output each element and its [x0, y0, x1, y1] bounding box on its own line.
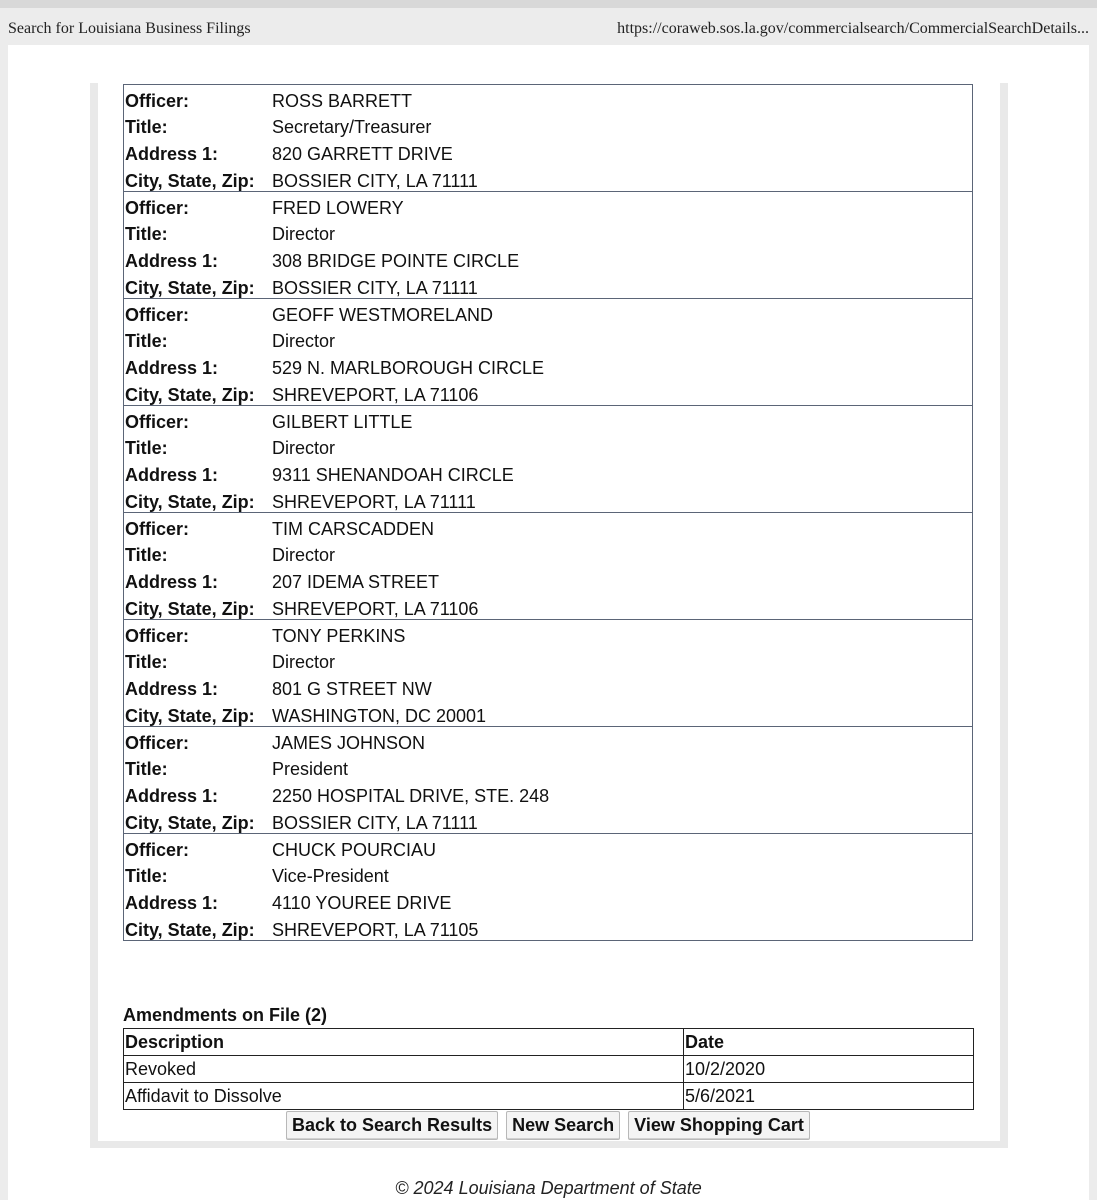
officer-block	[123, 299, 973, 406]
officer-label: Officer:	[125, 625, 190, 646]
print-header	[0, 8, 1097, 48]
officer-address: 4110 YOUREE DRIVE	[272, 892, 452, 913]
officer-block	[123, 406, 973, 513]
officer-name: FRED LOWERY	[272, 197, 404, 218]
officer-address: 308 BRIDGE POINTE CIRCLE	[272, 250, 520, 271]
officer-title: Director	[272, 224, 336, 245]
officer-block	[123, 727, 973, 834]
address-label: Address 1:	[125, 892, 219, 913]
table-row	[124, 1056, 974, 1083]
city-label: City, State, Zip:	[125, 491, 255, 512]
title-label: Title:	[125, 866, 168, 887]
amendment-date: 10/2/2020	[684, 1056, 974, 1083]
officer-title: Director	[272, 331, 336, 352]
officer-label: Officer:	[125, 90, 190, 111]
officer-city: SHREVEPORT, LA 71106	[272, 598, 479, 619]
date-header: Date	[684, 1029, 974, 1056]
officer-label: Officer:	[125, 197, 190, 218]
officer-address: 820 GARRETT DRIVE	[272, 143, 453, 164]
officer-city: BOSSIER CITY, LA 71111	[272, 170, 478, 191]
city-label: City, State, Zip:	[125, 384, 255, 405]
table-row	[124, 1083, 974, 1110]
address-label: Address 1:	[125, 785, 219, 806]
officer-address: 207 IDEMA STREET	[272, 571, 440, 592]
address-label: Address 1:	[125, 143, 219, 164]
back-to-search-results-button[interactable]: Back to Search Results	[286, 1111, 498, 1140]
city-label: City, State, Zip:	[125, 705, 255, 726]
officer-name: ROSS BARRETT	[272, 90, 413, 111]
officer-title: President	[272, 759, 349, 780]
action-buttons	[286, 1111, 810, 1140]
officer-block	[123, 84, 973, 192]
address-label: Address 1:	[125, 571, 219, 592]
table-header-row	[124, 1029, 974, 1056]
officers-list	[123, 84, 973, 941]
officer-name: GILBERT LITTLE	[272, 411, 413, 432]
officer-city: WASHINGTON, DC 20001	[272, 705, 487, 726]
view-shopping-cart-button[interactable]: View Shopping Cart	[628, 1111, 810, 1140]
officer-title: Director	[272, 438, 336, 459]
top-strip	[0, 0, 1097, 8]
officer-name: TONY PERKINS	[272, 625, 406, 646]
officer-address: 801 G STREET NW	[272, 678, 432, 699]
officer-title: Secretary/Treasurer	[272, 117, 432, 138]
new-search-button[interactable]: New Search	[506, 1111, 620, 1140]
officer-name: TIM CARSCADDEN	[272, 518, 435, 539]
address-label: Address 1:	[125, 464, 219, 485]
address-label: Address 1:	[125, 250, 219, 271]
officer-block	[123, 513, 973, 620]
officer-block	[123, 192, 973, 299]
officer-block	[123, 834, 973, 941]
officer-address: 2250 HOSPITAL DRIVE, STE. 248	[272, 785, 550, 806]
city-label: City, State, Zip:	[125, 277, 255, 298]
city-label: City, State, Zip:	[125, 812, 255, 833]
officer-address: 529 N. MARLBOROUGH CIRCLE	[272, 357, 545, 378]
officer-title: Vice-President	[272, 866, 389, 887]
officer-name: GEOFF WESTMORELAND	[272, 304, 494, 325]
copyright-footer: © 2024 Louisiana Department of State	[395, 1178, 702, 1198]
title-label: Title:	[125, 224, 168, 245]
description-header: Description	[124, 1029, 684, 1056]
officer-city: SHREVEPORT, LA 71106	[272, 384, 479, 405]
amendment-date: 5/6/2021	[684, 1083, 974, 1110]
title-label: Title:	[125, 438, 168, 459]
officer-label: Officer:	[125, 732, 190, 753]
title-label: Title:	[125, 759, 168, 780]
officer-label: Officer:	[125, 839, 190, 860]
amendments-table	[123, 1028, 974, 1110]
officer-title: Director	[272, 652, 336, 673]
officer-title: Director	[272, 545, 336, 566]
title-label: Title:	[125, 545, 168, 566]
officer-label: Officer:	[125, 518, 190, 539]
city-label: City, State, Zip:	[125, 919, 255, 940]
amendment-description: Revoked	[124, 1056, 684, 1083]
title-label: Title:	[125, 117, 168, 138]
officer-label: Officer:	[125, 411, 190, 432]
officer-address: 9311 SHENANDOAH CIRCLE	[272, 464, 514, 485]
city-label: City, State, Zip:	[125, 598, 255, 619]
title-label: Title:	[125, 652, 168, 673]
address-label: Address 1:	[125, 357, 219, 378]
officer-city: BOSSIER CITY, LA 71111	[272, 812, 478, 833]
city-label: City, State, Zip:	[125, 170, 255, 191]
amendments-heading: Amendments on File (2)	[123, 1005, 328, 1025]
address-label: Address 1:	[125, 678, 219, 699]
officer-label: Officer:	[125, 304, 190, 325]
officer-city: BOSSIER CITY, LA 71111	[272, 277, 478, 298]
officer-name: JAMES JOHNSON	[272, 732, 426, 753]
amendment-description: Affidavit to Dissolve	[124, 1083, 684, 1110]
title-label: Title:	[125, 331, 168, 352]
officer-name: CHUCK POURCIAU	[272, 839, 437, 860]
officer-city: SHREVEPORT, LA 71105	[272, 919, 479, 940]
page-title: Search for Louisiana Business Filings	[8, 20, 251, 37]
officer-block	[123, 620, 973, 727]
page-url: https://coraweb.sos.la.gov/commercialsearch/CommercialSearchDetails...	[617, 20, 1089, 37]
officer-city: SHREVEPORT, LA 71111	[272, 491, 476, 512]
